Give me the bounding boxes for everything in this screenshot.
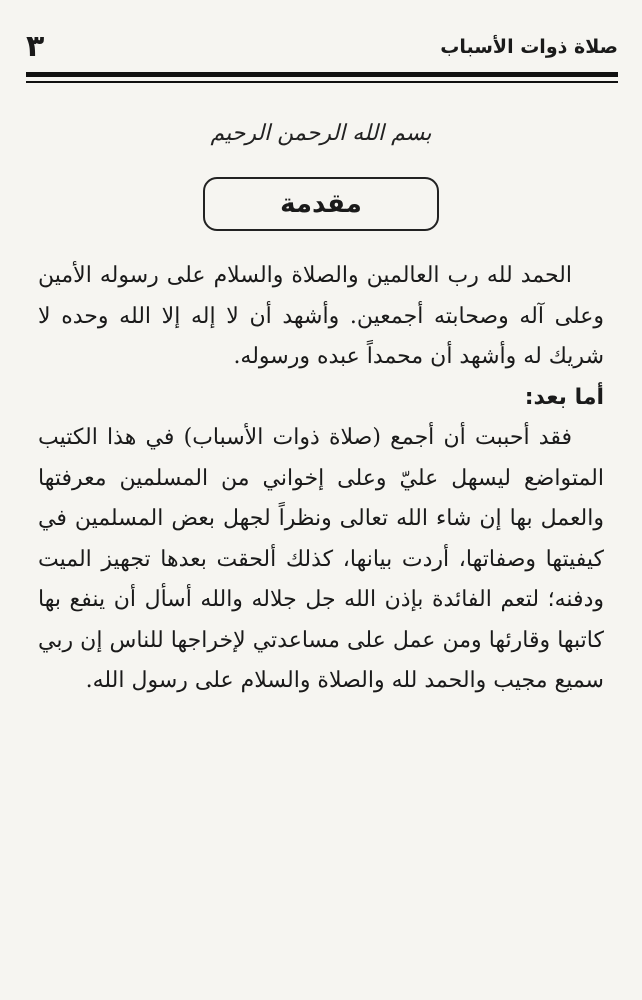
header-rule-thin: [26, 81, 618, 83]
subheading: أما بعد:: [524, 384, 604, 410]
paragraph-main: فقد أحببت أن أجمع (صلاة ذوات الأسباب) في هذا الكتيب المتواضع ليسهل عليّ وعلى إخواني من المسلمين معرفتها والعمل بها إن شاء الله تعالى ونظراً لجهل بعض المسلمين في كيفيتها وصفاتها، أردت بيانها، كذلك ألحقت بعدها تجهيز الميت ودفنه؛ لتعم الفائدة بإذن الله جل جلاله والله أسأل أن ينفع بها كاتبها وقارئها ومن عمل على مساعدتي لإخراجها للناس إن ربي سميع مجيب والحمد لله والصلاة والسلام على رسول الله.: [38, 425, 604, 693]
paragraph-intro: الحمد لله رب العالمين والصلاة والسلام على رسوله الأمين وعلى آله وصحابته أجمعين. وأشهد أن لا إله إلا الله وحده لا شريك له وأشهد أن محمداً عبده ورسوله.: [38, 263, 604, 369]
body-text: [38, 256, 604, 702]
section-title: مقدمة: [280, 189, 362, 219]
basmala-calligraphy: بسم الله الرحمن الرحيم: [210, 121, 432, 146]
page-number: ٣: [26, 29, 45, 64]
section-title-box: [203, 177, 439, 231]
running-title: صلاة ذوات الأسباب: [440, 36, 618, 58]
header-rule-thick: [26, 72, 618, 77]
